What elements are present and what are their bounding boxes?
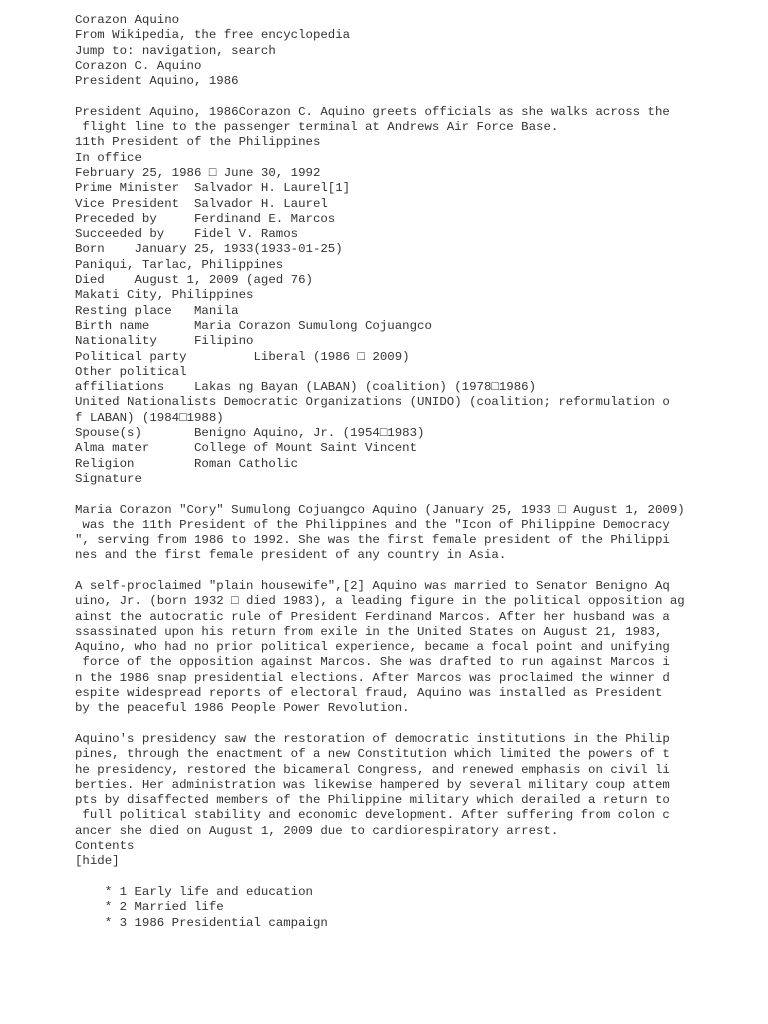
paragraph-line: uino, Jr. (born 1932 □ died 1983), a leading figure in the political opposition ag [75,594,685,609]
paragraph-line: by the peaceful 1986 People Power Revolution. [75,701,410,716]
infobox-row-nationality: Nationality Filipino [75,334,254,349]
paragraph-line: ssassinated upon his return from exile in the United States on August 21, 1983, [75,624,663,639]
infobox-row-preceded-by: Preceded by Ferdinand E. Marcos [75,211,336,226]
spacer [75,870,685,885]
source-note: From Wikipedia, the free encyclopedia [75,28,351,43]
jump-links[interactable]: Jump to: navigation, search [75,43,276,58]
infobox-row-succeeded-by: Succeeded by Fidel V. Ramos [75,227,299,242]
toc-item-presidential-campaign[interactable]: * 3 1986 Presidential campaign [75,915,328,930]
infobox-row-unido-cont: f LABAN) (1984□1988) [75,410,224,425]
article-page [75,13,685,931]
paragraph-line: he presidency, restored the bicameral Congress, and renewed emphasis on civil li [75,762,670,777]
paragraph-line: Aquino's presidency saw the restoration of democratic institutions in the Philip [75,731,670,746]
paragraph-line: was the 11th President of the Philippines and the "Icon of Philippine Democracy [75,517,670,532]
paragraph-line: pts by disaffected members of the Philippine military which derailed a return to [75,793,670,808]
paragraph-line: espite widespread reports of electoral fraud, Aquino was installed as President [75,686,663,701]
infobox-row-religion: Religion Roman Catholic [75,456,299,471]
infobox-row-died: Died August 1, 2009 (aged 76) [75,273,313,288]
paragraph-line: ancer she died on August 1, 2009 due to cardiorespiratory arrest. [75,823,559,838]
paragraph-line: Maria Corazon "Cory" Sumulong Cojuangco Aquino (January 25, 1933 □ August 1, 2009) [75,502,685,517]
paragraph-line: force of the opposition against Marcos. She was drafted to run against Marcos i [75,655,670,670]
infobox-row-deathplace: Makati City, Philippines [75,288,254,303]
presidency-paragraph [75,732,685,839]
paragraph-line: Aquino, who had no prior political experience, became a focal point and unifying [75,640,670,655]
contents-hide-toggle[interactable]: [hide] [75,854,120,869]
toc-item-married-life[interactable]: * 2 Married life [75,900,224,915]
intro-paragraph [75,503,685,564]
infobox-row-prime-minister: Prime Minister Salvador H. Laurel[1] [75,181,351,196]
spacer [75,89,685,104]
paragraph-line: pines, through the enactment of a new Constitution which limited the powers of t [75,747,670,762]
infobox-row-political-party: Political party Liberal (1986 □ 2009) [75,349,410,364]
table-of-contents [75,839,685,931]
image-caption-line: flight line to the passenger terminal at Andrews Air Force Base. [75,120,559,135]
infobox-row-signature: Signature [75,471,142,486]
article-title: Corazon Aquino [75,13,180,27]
infobox-row-other-political: Other political [75,364,187,379]
infobox-row-alma-mater: Alma mater College of Mount Saint Vincent [75,441,418,456]
infobox-row-resting-place: Resting place Manila [75,303,239,318]
office-term: February 25, 1986 □ June 30, 1992 [75,165,321,180]
toc-item-early-life[interactable]: * 1 Early life and education [75,884,313,899]
paragraph-line: A self-proclaimed "plain housewife",[2] Aquino was married to Senator Benigno Aq [75,578,670,593]
paragraph-line: full political stability and economic development. After suffering from colon c [75,808,670,823]
office-title[interactable]: 11th President of the Philippines [75,135,321,150]
image-caption-line: President Aquino, 1986Corazon C. Aquino greets officials as she walks across the [75,104,670,119]
paragraph-line: ainst the autocratic rule of President Ferdinand Marcos. After her husband was a [75,609,670,624]
infobox-row-affiliations: affiliations Lakas ng Bayan (LABAN) (coalition) (1978□1986) [75,380,537,395]
image-caption-short: President Aquino, 1986 [75,74,239,89]
spacer [75,717,685,732]
paragraph-line: ", serving from 1986 to 1992. She was the first female president of the Philippi [75,533,670,548]
background-paragraph [75,579,685,717]
infobox-name: Corazon C. Aquino [75,58,202,73]
spacer [75,487,685,502]
infobox-row-vice-president: Vice President Salvador H. Laurel [75,196,328,211]
infobox-row-birth-name: Birth name Maria Corazon Sumulong Cojuangco [75,318,432,333]
office-label: In office [75,150,142,165]
spacer [75,564,685,579]
paragraph-line: nes and the first female president of any country in Asia. [75,548,507,563]
infobox-row-birthplace: Paniqui, Tarlac, Philippines [75,257,284,272]
paragraph-line: n the 1986 snap presidential elections. After Marcos was proclaimed the winner d [75,670,670,685]
infobox [75,105,685,487]
infobox-row-born: Born January 25, 1933(1933-01-25) [75,242,343,257]
contents-heading: Contents [75,839,135,854]
infobox-row-unido: United Nationalists Democratic Organizations (UNIDO) (coalition; reformulation o [75,395,670,410]
infobox-row-spouse: Spouse(s) Benigno Aquino, Jr. (1954□1983) [75,426,425,441]
paragraph-line: berties. Her administration was likewise hampered by several military coup attem [75,777,670,792]
